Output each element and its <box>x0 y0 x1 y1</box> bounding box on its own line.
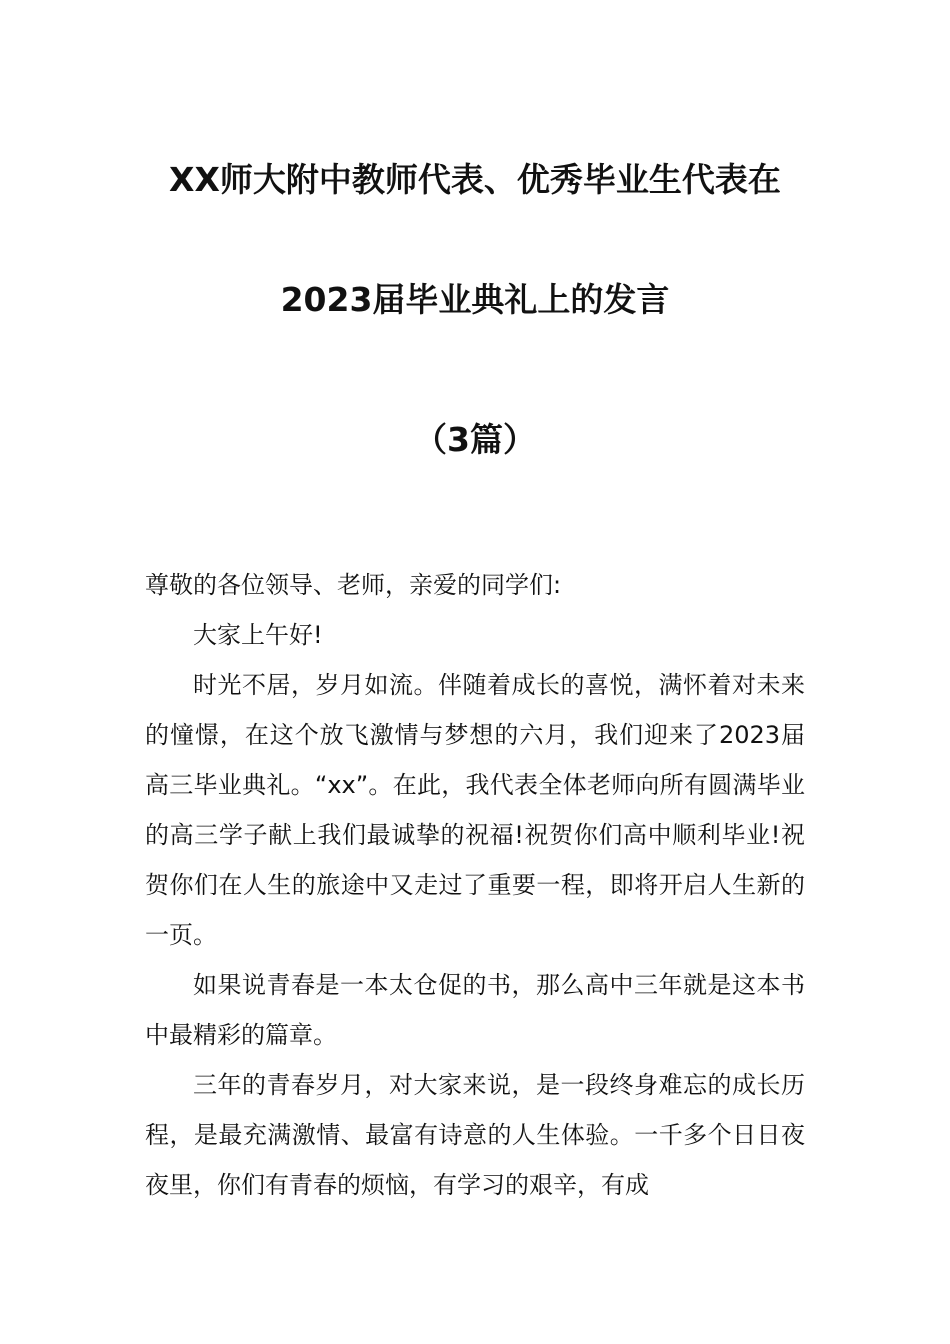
paragraph-2: 如果说青春是一本太仓促的书，那么高中三年就是这本书中最精彩的篇章。 <box>145 971 805 1049</box>
document-title-line-1: XX师大附中教师代表、优秀毕业生代表在 <box>169 160 781 199</box>
salutation: 尊敬的各位领导、老师，亲爱的同学们: <box>145 571 562 599</box>
paragraph-3: 三年的青春岁月，对大家来说，是一段终身难忘的成长历程，是最充满激情、最富有诗意的人生体验。一千多个日日夜夜里，你们有青春的烦恼，有学习的艰辛，有成 <box>145 1071 805 1199</box>
document-title-line-3: （3篇） <box>414 420 536 459</box>
paragraph-1: 时光不居，岁月如流。伴随着成长的喜悦，满怀着对未来的憧憬，在这个放飞激情与梦想的六月，我们迎来了2023届高三毕业典礼。“xx”。在此，我代表全体老师向所有圆满毕业的高三学子献上我们最诚挚的祝福!祝贺你们高中顺利毕业!祝贺你们在人生的旅途中又走过了重要一程，即将开启人生新的一页。 <box>145 671 805 949</box>
document-title-line-2: 2023届毕业典礼上的发言 <box>280 280 670 319</box>
document-body <box>145 560 805 1210</box>
paragraph-greeting: 大家上午好! <box>193 621 323 649</box>
